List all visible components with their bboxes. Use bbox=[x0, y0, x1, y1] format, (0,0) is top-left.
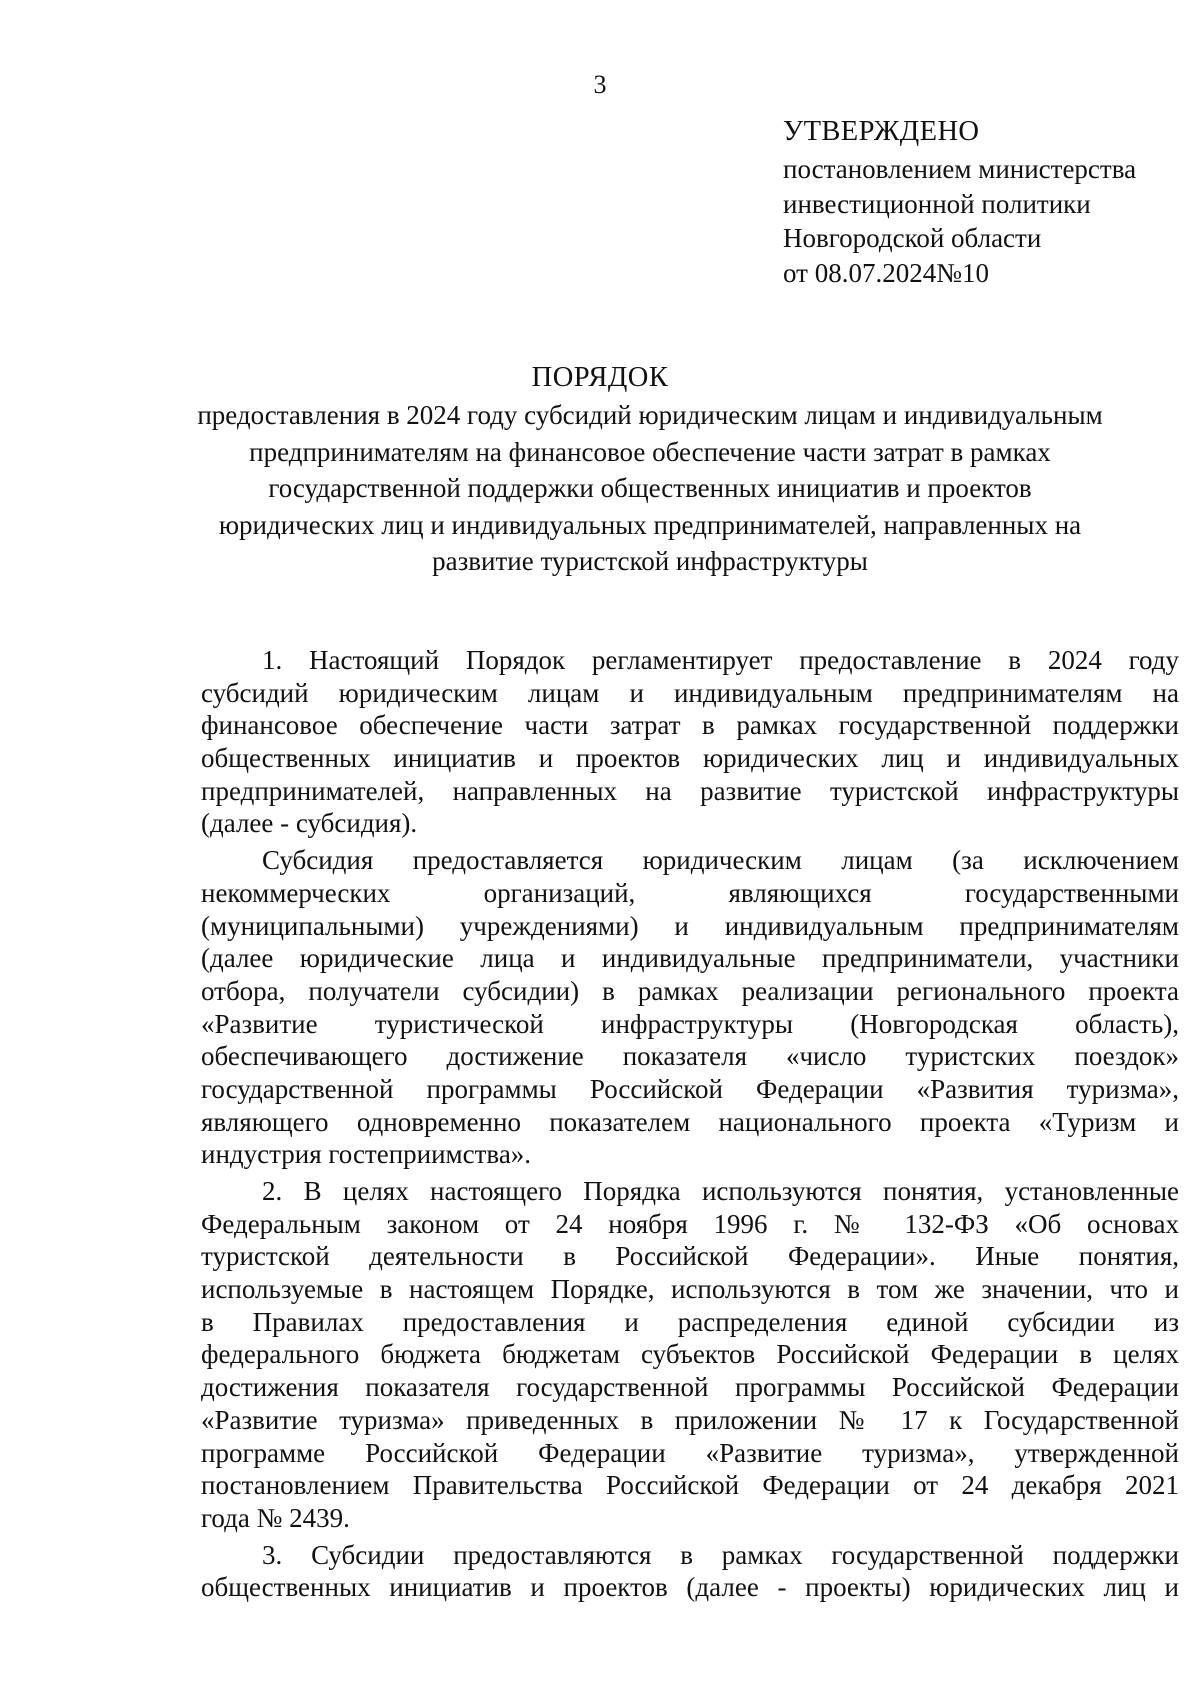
approval-block bbox=[783, 114, 1183, 290]
approval-line: инвестиционной политики bbox=[783, 188, 1091, 219]
paragraph-line: субсидий юридическим лицам и индивидуальным предпринимателям на bbox=[201, 677, 1179, 708]
paragraph-line: в Правилах предоставления и распределения единой субсидии из bbox=[201, 1306, 1179, 1337]
paragraph-line: 1. Настоящий Порядок регламентирует предоставление в 2024 году bbox=[262, 645, 1179, 675]
approval-line: от 08.07.2024№10 bbox=[783, 257, 989, 288]
paragraph-line: Федеральным законом от 24 ноября 1996 г. № 132-ФЗ «Об основах bbox=[201, 1208, 1179, 1239]
subtitle-line: предоставления в 2024 году субсидий юридическим лицам и индивидуальным bbox=[197, 400, 1103, 430]
paragraph-line: общественных инициатив и проектов юридических лиц и индивидуальных bbox=[201, 743, 1179, 774]
paragraph-line: (далее юридические лица и индивидуальные предприниматели, участники bbox=[201, 943, 1179, 974]
paragraph-line: 3. Субсидии предоставляются в рамках государственной поддержки bbox=[262, 1539, 1179, 1570]
subtitle-line: предпринимателям на финансовое обеспечение части затрат в рамках bbox=[249, 436, 1051, 467]
paragraph-line: 2. В целях настоящего Порядка используются понятия, установленные bbox=[262, 1176, 1179, 1206]
subtitle-line: развитие туристской инфраструктуры bbox=[432, 546, 868, 576]
paragraph-line: «Развитие туристической инфраструктуры (Новгородская область), bbox=[201, 1008, 1179, 1039]
paragraph-line: используемые в настоящем Порядке, используются в том же значении, что и bbox=[201, 1274, 1179, 1305]
document-body bbox=[201, 644, 1179, 1604]
approval-line: постановлением министерства bbox=[783, 154, 1137, 184]
paragraph-line: федерального бюджета бюджетам субъектов Российской Федерации в целях bbox=[201, 1339, 1179, 1370]
document-subtitle bbox=[150, 397, 1150, 580]
approval-line: Новгородской области bbox=[783, 223, 1042, 253]
paragraph bbox=[201, 1539, 1179, 1604]
paragraph-line: финансовое обеспечение части затрат в рамках государственной поддержки bbox=[201, 710, 1179, 741]
subtitle-line: государственной поддержки общественных инициатив и проектов bbox=[268, 473, 1032, 503]
paragraph-line: (далее - субсидия). bbox=[201, 808, 418, 839]
paragraph bbox=[201, 644, 1179, 840]
approval-stamp: УТВЕРЖДЕНО bbox=[783, 116, 980, 147]
paragraph-line: Субсидия предоставляется юридическим лицам (за исключением bbox=[262, 845, 1179, 876]
paragraph-line: «Развитие туризма» приведенных в приложении № 17 к Государственной bbox=[201, 1404, 1179, 1435]
page-number: 3 bbox=[593, 70, 607, 99]
paragraph-line: постановлением Правительства Российской Федерации от 24 декабря 2021 bbox=[201, 1470, 1179, 1501]
paragraph-line: общественных инициатив и проектов (далее - проекты) юридических лиц и bbox=[201, 1572, 1179, 1603]
paragraph-line: отбора, получатели субсидии) в рамках реализации регионального проекта bbox=[201, 975, 1179, 1006]
paragraph bbox=[201, 1175, 1179, 1535]
paragraph-line: достижения показателя государственной программы Российской Федерации bbox=[201, 1372, 1179, 1403]
paragraph-line: программе Российской Федерации «Развитие туризма», утвержденной bbox=[201, 1437, 1179, 1468]
paragraph bbox=[201, 844, 1179, 1171]
paragraph-line: предпринимателей, направленных на развитие туристской инфраструктуры bbox=[201, 775, 1179, 806]
paragraph-line: туристской деятельности в Российской Федерации». Иные понятия, bbox=[201, 1241, 1179, 1272]
subtitle-line: юридических лиц и индивидуальных предпринимателей, направленных на bbox=[218, 509, 1082, 540]
paragraph-line: государственной программы Российской Федерации «Развития туризма», bbox=[201, 1073, 1179, 1104]
paragraph-line: года № 2439. bbox=[201, 1502, 350, 1533]
paragraph-line: являющего одновременно показателем национального проекта «Туризм и bbox=[201, 1106, 1179, 1137]
paragraph-line: (муниципальными) учреждениями) и индивидуальным предпринимателям bbox=[201, 910, 1179, 941]
paragraph-line: некоммерческих организаций, являющихся государственными bbox=[201, 877, 1179, 908]
paragraph-line: индустрия гостеприимства». bbox=[201, 1139, 532, 1170]
document-title: ПОРЯДОК bbox=[531, 362, 669, 393]
paragraph-line: обеспечивающего достижение показателя «число туристских поездок» bbox=[201, 1041, 1179, 1072]
